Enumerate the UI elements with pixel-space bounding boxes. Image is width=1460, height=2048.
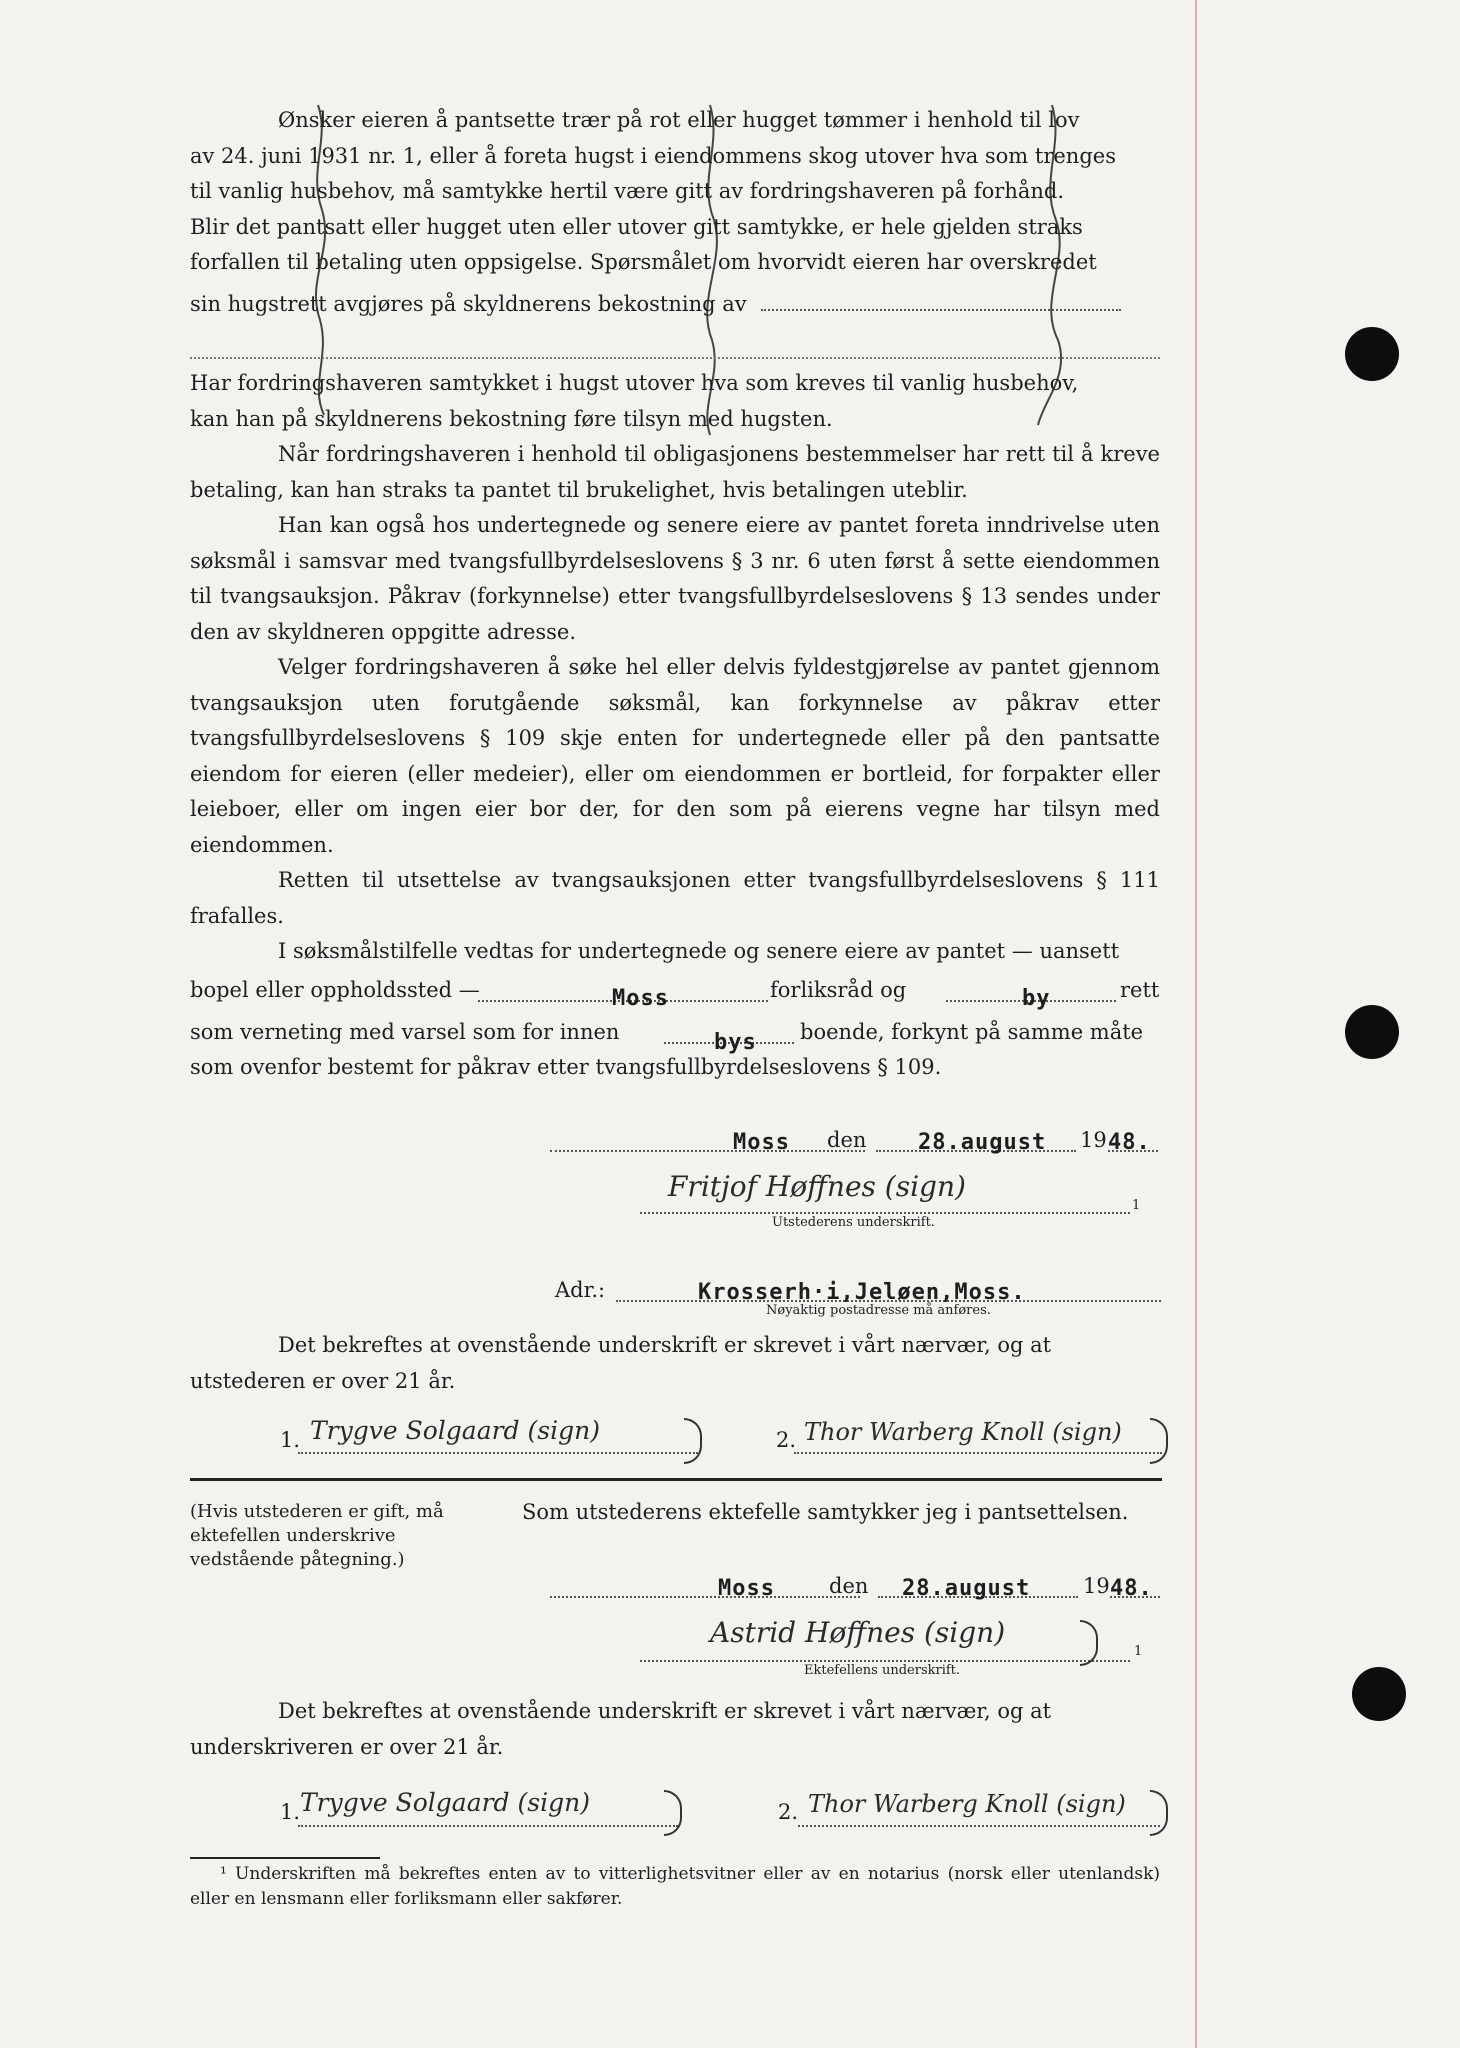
- witness-number: 1.: [280, 1800, 301, 1824]
- footnote: ¹ Underskriften må bekreftes enten av to vitterlighetsvitner eller av en notarius (norsk eller utenlandsk) eller en lensmann eller forliksmann eller sakfører.: [190, 1864, 1160, 1909]
- signature-line: [640, 1212, 1130, 1214]
- witness-number: 2.: [776, 1428, 797, 1452]
- rett-text: rett: [1120, 978, 1160, 1002]
- witness-signature: Trygve Solgaard (sign): [310, 1416, 600, 1445]
- paragraph-inndrivelse: Han kan også hos undertegnede og senere eiere av pantet foreta inndrivelse uten søksmål i samsvar med tvangsfullbyrdelseslovens § 3 nr. 6 uten først å sette eiendommen til tvangsauksjon. Påkrav (forkynnelse) etter tvangsfullbyrdelseslovens § 13 sendes under den av skyldneren oppgitte adresse.: [190, 513, 1160, 644]
- confirmation-line: utstederen er over 21 år.: [190, 1368, 456, 1393]
- clause-line: forfallen til betaling uten oppsigelse. Spørsmålet om hvorvidt eieren har overskredet: [190, 250, 1097, 274]
- section-rule: [190, 1478, 1162, 1481]
- rett-type-typed: by: [1022, 986, 1051, 1011]
- signature-line: [798, 1825, 1160, 1827]
- confirmation-issuer: [190, 1328, 1160, 1399]
- witness-signature: Thor Warberg Knoll (sign): [804, 1418, 1122, 1446]
- footnote-rule: [190, 1857, 380, 1859]
- terms-body: [190, 437, 1160, 970]
- punch-hole-top: [1345, 327, 1399, 381]
- spouse-consent: Som utstederens ektefelle samtykker jeg i pantsettelsen.: [522, 1500, 1129, 1524]
- address-typed: Krosserh·i,Jeløen,Moss.: [698, 1280, 1026, 1305]
- footnote-marker: 1: [1132, 1198, 1141, 1213]
- dotted-fill-line: [190, 357, 1160, 359]
- clause-line: Blir det pantsatt eller hugget uten eller utover gitt samtykke, er hele gjelden straks: [190, 214, 1083, 239]
- signature-line: [298, 1452, 698, 1454]
- witness-number: 1.: [280, 1428, 301, 1452]
- place-typed: Moss: [718, 1576, 775, 1601]
- dotted-fill-line: [761, 291, 1121, 311]
- confirmation-line: Det bekreftes at ovenstående underskrift er skrevet i vårt nærvær, og at: [278, 1333, 1052, 1357]
- hugst-consent-clause: [190, 366, 1160, 437]
- margin-line: [1195, 0, 1197, 2048]
- issuer-signature-caption: Utstederens underskrift.: [772, 1215, 935, 1230]
- punch-hole-middle: [1345, 1005, 1399, 1059]
- paragraph-tvangsauksjon: Velger fordringshaveren å søke hel eller delvis fyldestgjørelse av pantet gjennom tvangsauksjon uten forutgående søksmål, kan forkynnelse av påkrav etter tvangsfullbyrdelseslovens § 109 skje enten for undertegnede eller på den pantsatte eiendom for eieren (eller medeier), eller om eiendommen er bortleid, for forpakter eller leieboer, eller om ingen eier bor der, for den som på eierens vegne har tilsyn med eiendommen.: [190, 655, 1160, 857]
- year-suffix-typed: 48.: [1110, 1576, 1153, 1601]
- den-label: den: [827, 1128, 867, 1152]
- signature-line: [794, 1452, 1162, 1454]
- signature-line: [298, 1825, 678, 1827]
- confirmation-spouse: [190, 1694, 1160, 1765]
- forliksrad-text: forliksråd og: [770, 978, 907, 1002]
- clause-line: sin hugstrett avgjøres på skyldnerens bekostning av: [190, 291, 747, 316]
- punch-hole-bottom: [1352, 1667, 1406, 1721]
- spouse-signature: Astrid Høffnes (sign): [710, 1616, 1006, 1649]
- dotted-fill-line: [550, 1596, 860, 1598]
- issuer-signature: Fritjof Høffnes (sign): [668, 1170, 966, 1203]
- innen-type-typed: bys: [714, 1030, 757, 1055]
- signature-line: [640, 1660, 1130, 1662]
- year-suffix-typed: 48.: [1108, 1130, 1151, 1155]
- witness-signature: Trygve Solgaard (sign): [300, 1788, 590, 1817]
- date-typed: 28.august: [918, 1130, 1047, 1155]
- adr-label: Adr.:: [555, 1278, 606, 1302]
- footnote-marker: 1: [1134, 1644, 1143, 1659]
- hugst-clause: [190, 103, 1160, 322]
- clause-line: Ønsker eieren å pantsette trær på rot eller hugget tømmer i henhold til lov: [278, 108, 1080, 132]
- boende-text: boende, forkynt på samme måte: [800, 1020, 1144, 1044]
- address-caption: Nøyaktig postadresse må anføres.: [766, 1303, 991, 1318]
- place-typed: Moss: [733, 1130, 790, 1155]
- witness-number: 2.: [778, 1800, 799, 1824]
- bopel-text: bopel eller oppholdssted —: [190, 978, 480, 1002]
- clause-line: av 24. juni 1931 nr. 1, eller å foreta hugst i eiendommens skog utover hva som trenges: [190, 143, 1116, 168]
- date-typed: 28.august: [902, 1576, 1031, 1601]
- paragraph-brukelighet: Når fordringshaveren i henhold til obligasjonens bestemmelser har rett til å kreve betaling, kan han straks ta pantet til brukelighet, hvis betalingen uteblir.: [190, 442, 1160, 502]
- signature-bracket: [664, 1790, 682, 1836]
- spouse-signature-caption: Ektefellens underskrift.: [804, 1663, 961, 1678]
- clause-line: kan han på skyldnerens bekostning føre tilsyn med hugsten.: [190, 406, 833, 431]
- clause-line: Har fordringshaveren samtykket i hugst utover hva som kreves til vanlig husbehov,: [190, 371, 1079, 395]
- clause-line: til vanlig husbehov, må samtykke hertil være gitt av fordringshaveren på forhånd.: [190, 179, 1065, 203]
- confirmation-line: underskriveren er over 21 år.: [190, 1734, 504, 1759]
- forliksrad-place-typed: Moss: [612, 986, 669, 1011]
- signature-bracket: [1150, 1418, 1168, 1464]
- signature-bracket: [1150, 1790, 1168, 1836]
- dotted-fill-line: [550, 1150, 865, 1152]
- year-prefix: 19: [1080, 1128, 1107, 1152]
- witness-signature: Thor Warberg Knoll (sign): [808, 1790, 1126, 1818]
- paragraph-soksmal-line1: I søksmålstilfelle vedtas for undertegnede og senere eiere av pantet — uansett: [278, 939, 1120, 963]
- year-prefix: 19: [1083, 1574, 1110, 1598]
- den-label: den: [829, 1574, 869, 1598]
- spouse-note: (Hvis utstederen er gift, må ektefellen underskrive vedstående påtegning.): [190, 1501, 444, 1570]
- confirmation-line: Det bekreftes at ovenstående underskrift er skrevet i vårt nærvær, og at: [278, 1699, 1052, 1723]
- paragraph-soksmal-last: som ovenfor bestemt for påkrav etter tvangsfullbyrdelseslovens § 109.: [190, 1055, 942, 1079]
- verneting-text: som verneting med varsel som for innen: [190, 1020, 620, 1044]
- paragraph-utsettelse: Retten til utsettelse av tvangsauksjonen etter tvangsfullbyrdelseslovens § 111 frafalles.: [190, 868, 1160, 928]
- signature-bracket: [684, 1418, 702, 1464]
